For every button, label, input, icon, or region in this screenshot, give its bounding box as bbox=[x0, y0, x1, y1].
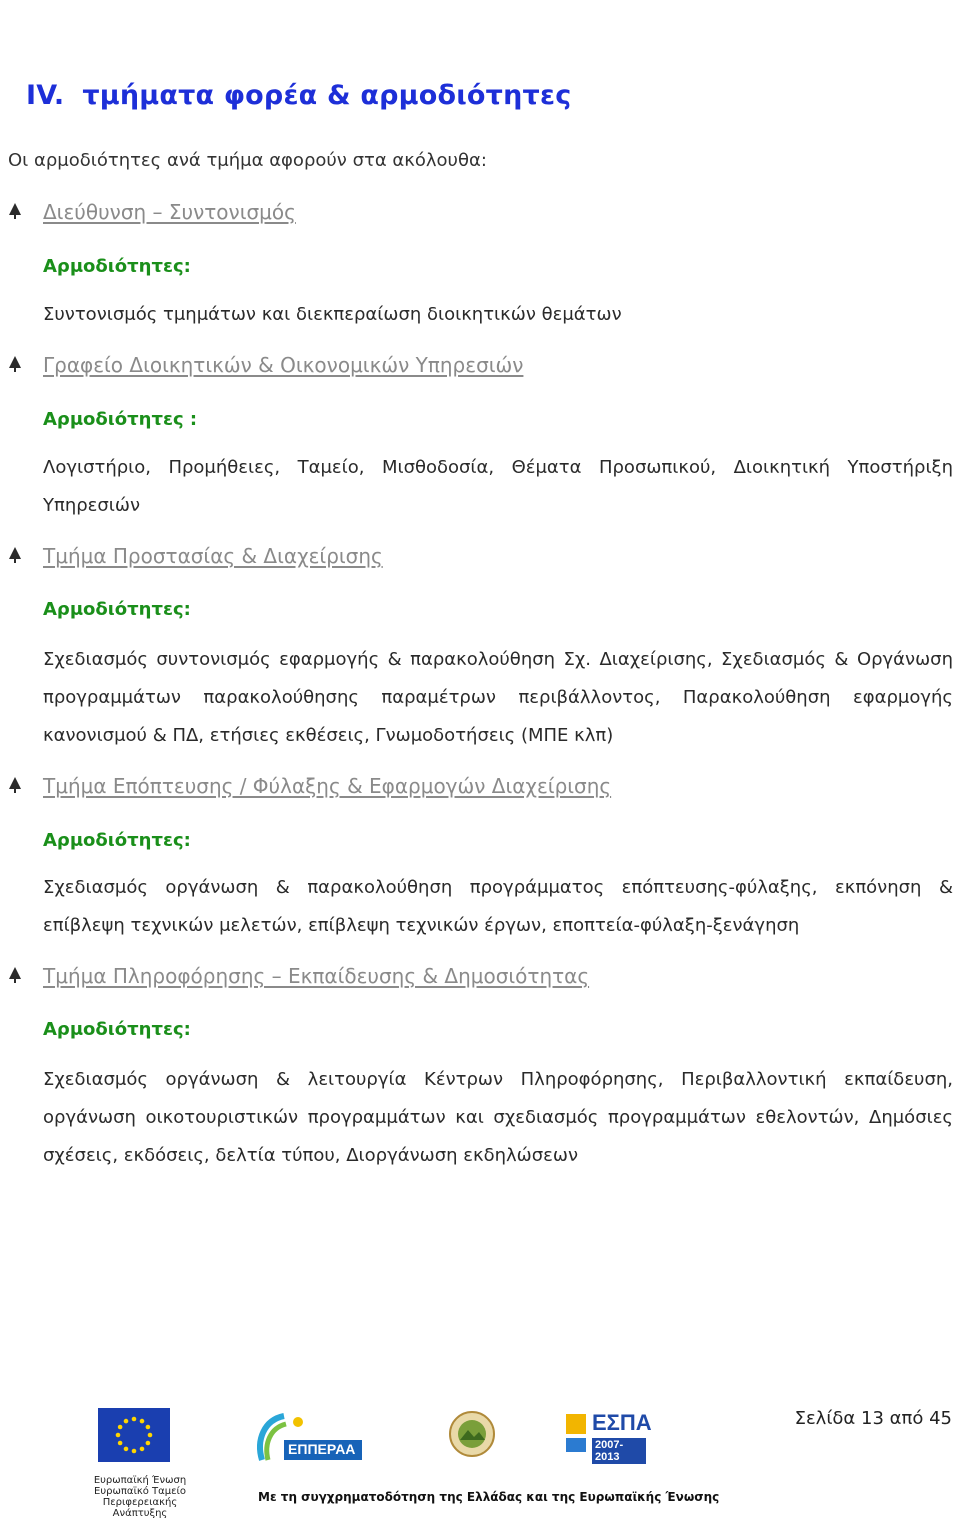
page-number: Σελίδα 13 από 45 bbox=[794, 1408, 952, 1429]
responsibilities-text: Λογιστήριο, Προμήθειες, Ταμείο, Μισθοδοσία, Θέματα Προσωπικού, Διοικητική Υποστήριξη Υπηρεσιών bbox=[43, 457, 953, 516]
department-heading-information: Τμήμα Πληροφόρησης – Εκπαίδευσης & Δημοσιότητας bbox=[8, 964, 589, 988]
responsibilities-text: Συντονισμός τμημάτων και διεκπεραίωση διοικητικών θεμάτων bbox=[43, 304, 622, 325]
section-heading bbox=[26, 80, 571, 111]
responsibilities-label: Αρμοδιότητες: bbox=[43, 830, 191, 851]
tree-bullet-icon bbox=[8, 774, 43, 798]
cofunding-statement: Με τη συγχρηματοδότηση της Ελλάδας και της Ευρωπαϊκής Ένωσης bbox=[258, 1490, 720, 1504]
department-heading-management: Διεύθυνση – Συντονισμός bbox=[8, 200, 296, 224]
tree-bullet-icon bbox=[8, 964, 43, 988]
responsibilities-label: Αρμοδιότητες: bbox=[43, 1019, 191, 1040]
department-heading-protection: Τμήμα Προστασίας & Διαχείρισης bbox=[8, 544, 383, 568]
intro-text: Οι αρμοδιότητες ανά τμήμα αφορούν στα ακόλουθα: bbox=[8, 150, 487, 171]
park-seal-logo bbox=[448, 1410, 496, 1462]
section-number: IV. bbox=[26, 80, 65, 111]
department-heading-admin-finance: Γραφείο Διοικητικών & Οικονομικών Υπηρεσιών bbox=[8, 353, 523, 377]
responsibilities-label: Αρμοδιότητες: bbox=[43, 256, 191, 277]
espa-logo bbox=[566, 1408, 652, 1470]
espa-years: 2007-2013 bbox=[592, 1438, 646, 1464]
espa-logo-text: ΕΣΠΑ bbox=[592, 1410, 652, 1435]
department-heading-supervision: Τμήμα Επόπτευσης / Φύλαξης & Εφαρμογών Διαχείρισης bbox=[8, 774, 611, 798]
tree-bullet-icon bbox=[8, 200, 43, 224]
eu-fund-caption: Ευρωπαϊκή Ένωση Ευρωπαϊκό Ταμείο Περιφερειακής Ανάπτυξης bbox=[93, 1475, 187, 1519]
tree-bullet-icon bbox=[8, 544, 43, 568]
responsibilities-label: Αρμοδιότητες : bbox=[43, 409, 198, 430]
tree-bullet-icon bbox=[8, 353, 43, 377]
epperaa-logo bbox=[254, 1410, 364, 1470]
epperaa-logo-text: ΕΠΠΕΡΑΑ bbox=[288, 1441, 356, 1457]
responsibilities-text: Σχεδιασμός οργάνωση & λειτουργία Κέντρων Πληροφόρησης, Περιβαλλοντική εκπαίδευση, οργάνωση οικοτουριστικών προγραμμάτων και σχεδιασμός προγραμμάτων εθελοντών, Δημόσιες σχέσεις, εκδόσεις, δελτία τύπου, Διοργάνωση εκδηλώσεων bbox=[43, 1069, 953, 1166]
responsibilities-label: Αρμοδιότητες: bbox=[43, 599, 191, 620]
responsibilities-text: Σχεδιασμός οργάνωση & παρακολούθηση προγράμματος επόπτευσης-φύλαξης, εκπόνηση & επίβλεψη τεχνικών μελετών, επίβλεψη τεχνικών έργων, εποπτεία-φύλαξη-ξενάγηση bbox=[43, 877, 953, 936]
section-title: τμήματα φορέα & αρμοδιότητες bbox=[82, 80, 572, 111]
eu-flag-logo bbox=[98, 1408, 170, 1466]
responsibilities-text: Σχεδιασμός συντονισμός εφαρμογής & παρακολούθηση Σχ. Διαχείρισης, Σχεδιασμός & Οργάνωση προγραμμάτων παρακολούθησης παραμέτρων περιβάλλοντος, Παρακολούθηση εφαρμογής κανονισμού & ΠΔ, ετήσιες εκθέσεις, Γνωμοδοτήσεις (ΜΠΕ κλπ) bbox=[43, 649, 953, 746]
